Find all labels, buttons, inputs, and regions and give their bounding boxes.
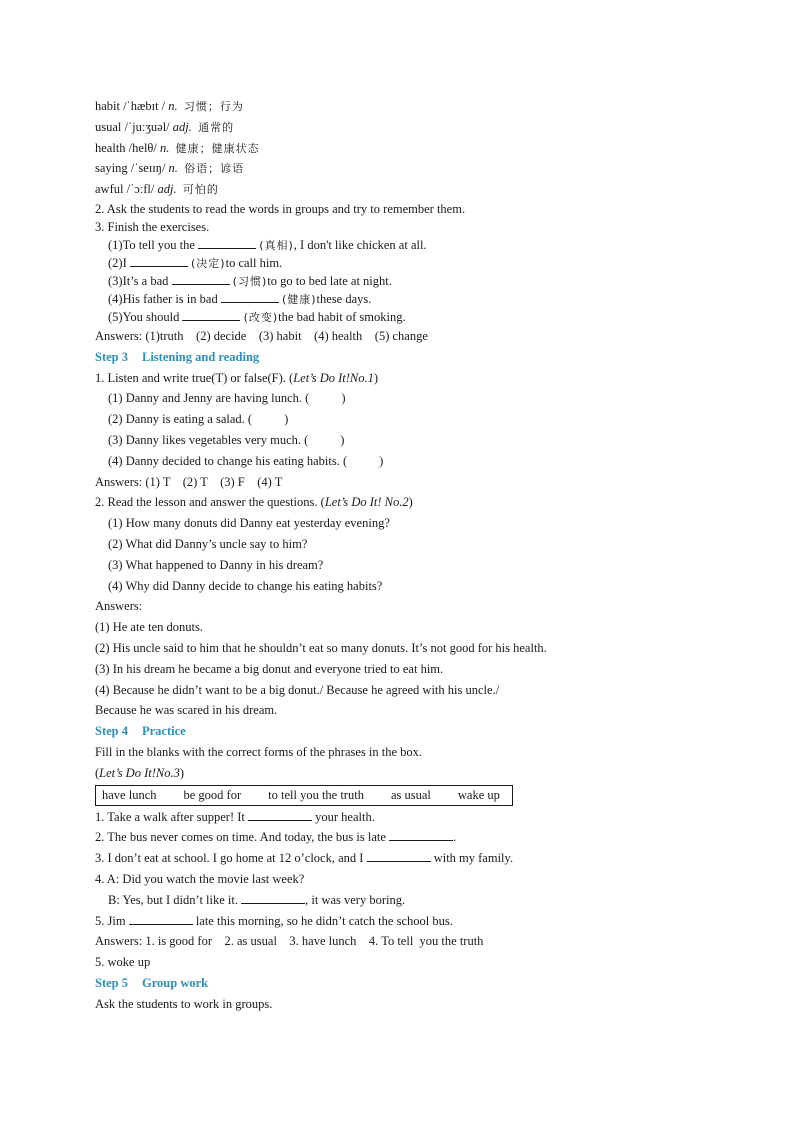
question-item: (4) Why did Danny decide to change his eating habits?	[108, 578, 383, 593]
step-heading: Step 4 Practice	[95, 724, 186, 739]
exercise-item: (3)It’s a bad (习惯)to go to bed late at night.	[108, 273, 392, 288]
phrase: as usual	[390, 787, 431, 802]
instruction: 2. Ask the students to read the words in groups and try to remember them.	[95, 201, 466, 216]
phrase: wake up	[457, 787, 500, 802]
answers: 5. woke up	[95, 955, 151, 970]
answers: Answers: (1) T (2) T (3) F (4) T	[95, 474, 283, 489]
exercise-item: (1)To tell you the (真相), I don't like chicken at all.	[108, 237, 427, 252]
question: 1. Listen and write true(T) or false(F). (Let’s Do It!No.1)	[95, 370, 379, 385]
instruction: Ask the students to work in groups.	[95, 996, 273, 1011]
instruction: 3. Finish the exercises.	[95, 219, 210, 234]
vocab-item: habit /ˈhæbɪt / n. 习惯；行为	[95, 99, 244, 113]
blank	[130, 254, 188, 267]
answer-item: (3) In his dream he became a big donut and everyone tried to eat him.	[95, 661, 444, 676]
answer-item: Because he was scared in his dream.	[95, 703, 278, 718]
tf-item: (4) Danny decided to change his eating habits. ( )	[108, 453, 384, 468]
vocab-item: usual /ˈjuːʒuəl/ adj. 通常的	[95, 119, 235, 134]
practice-sentence: 3. I don’t eat at school. I go home at 12 o’clock, and I with my family.	[95, 851, 514, 866]
vocab-item: health /helθ/ n. 健康；健康状态	[95, 140, 260, 155]
phrase: have lunch	[102, 787, 157, 802]
step-heading: Step 3 Listening and reading	[95, 349, 260, 364]
blank	[241, 891, 305, 904]
question-item: (2) What did Danny’s uncle say to him?	[108, 536, 308, 551]
practice-sentence: 5. Jim late this morning, so he didn’t catch the school bus.	[95, 913, 453, 928]
blank	[172, 272, 230, 285]
practice-sentence: 2. The bus never comes on time. And today, the bus is late .	[95, 830, 457, 845]
practice-sentence: 1. Take a walk after supper! It your health.	[95, 809, 375, 824]
question-item: (1) How many donuts did Danny eat yesterday evening?	[108, 516, 390, 531]
blank	[182, 308, 240, 321]
phrase: be good for	[183, 787, 242, 802]
tf-item: (1) Danny and Jenny are having lunch. ( )	[108, 391, 346, 406]
blank	[198, 236, 256, 249]
phrase: to tell you the truth	[268, 787, 364, 802]
practice-sentence: B: Yes, but I didn’t like it. , it was very boring.	[108, 892, 406, 907]
exercise-item: (2)I (决定)to call him.	[108, 255, 283, 270]
instruction: Fill in the blanks with the correct forms of the phrases in the box.	[95, 744, 423, 759]
blank	[129, 912, 193, 925]
blank	[248, 808, 312, 821]
answers: Answers: (1)truth (2) decide (3) habit (4) health (5) change	[95, 328, 428, 343]
phrase-box	[95, 785, 513, 806]
answer-item: (1) He ate ten donuts.	[95, 620, 203, 635]
answers-label: Answers:	[95, 599, 143, 614]
vocab-item: saying /ˈseɪɪŋ/ n. 俗语；谚语	[95, 161, 245, 176]
answer-item: (2) His uncle said to him that he shouldn’t eat so many donuts. It’s not good for his health.	[95, 640, 547, 655]
blank	[389, 828, 453, 841]
vocab-item: awful /ˈɔːfl/ adj. 可怕的	[95, 182, 219, 197]
blank	[367, 849, 431, 862]
step-heading: Step 5 Group work	[95, 975, 209, 990]
tf-item: (3) Danny likes vegetables very much. ( )	[108, 432, 345, 447]
tf-item: (2) Danny is eating a salad. ( )	[108, 412, 289, 427]
blank	[221, 290, 279, 303]
question: 2. Read the lesson and answer the questions. (Let’s Do It! No.2)	[95, 495, 413, 510]
question-item: (3) What happened to Danny in his dream?	[108, 557, 324, 572]
practice-sentence: 4. A: Did you watch the movie last week?	[95, 871, 305, 886]
reference: (Let’s Do It!No.3)	[95, 765, 185, 780]
exercise-item: (4)His father is in bad (健康)these days.	[108, 291, 372, 306]
exercise-item: (5)You should (改变)the bad habit of smoking.	[108, 309, 406, 324]
lesson-content	[95, 96, 735, 1014]
answer-item: (4) Because he didn’t want to be a big donut./ Because he agreed with his uncle./	[95, 682, 500, 697]
answers: Answers: 1. is good for 2. as usual 3. have lunch 4. To tell you the truth	[95, 934, 484, 949]
